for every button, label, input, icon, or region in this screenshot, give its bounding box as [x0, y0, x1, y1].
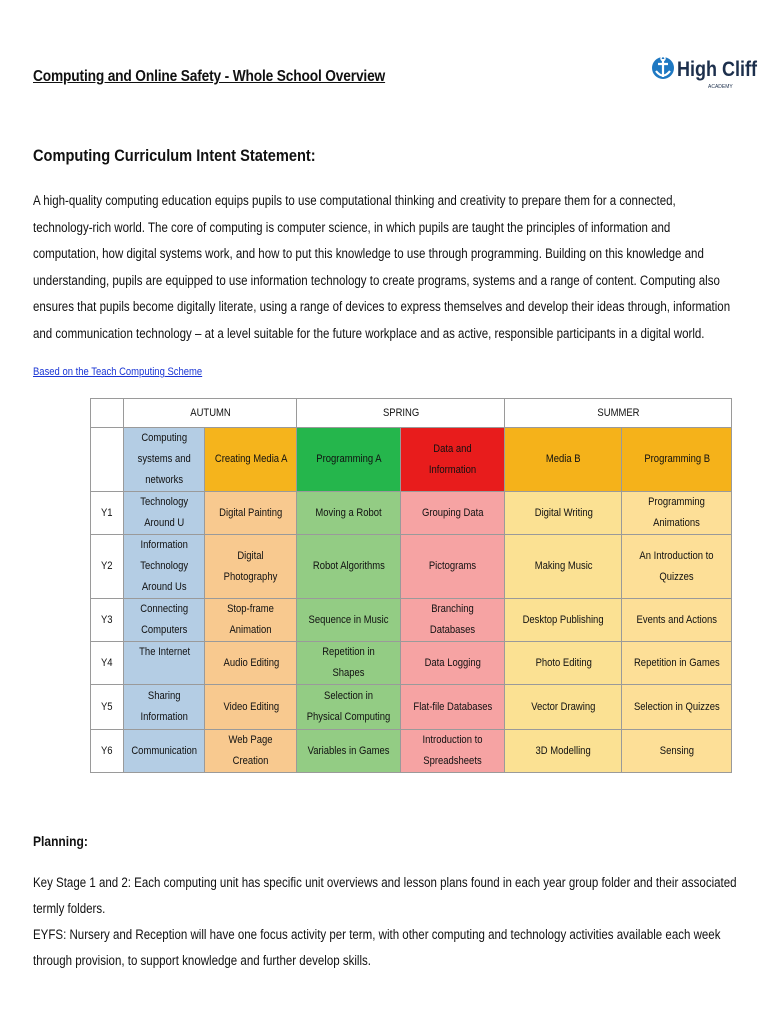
intent-body	[33, 188, 734, 347]
term-header-spring: SPRING	[297, 399, 505, 428]
table-cell: Sequence in Music	[297, 599, 401, 642]
blank-unit-cell	[91, 428, 124, 492]
planning-key-stage-text: Key Stage 1 and 2: Each computing unit has specific unit overviews and lesson plans found in each year group folder and their associated termly folders.	[33, 875, 737, 916]
planning-eyfs-text: EYFS: Nursery and Reception will have one focus activity per term, with other computing and technology activities available each week through provision, to support knowledge and further develop skills.	[33, 927, 721, 968]
table-cell: Pictograms	[401, 535, 505, 599]
planning-heading: Planning:	[33, 833, 88, 849]
table-cell: Photo Editing	[505, 642, 622, 685]
table-cell: Repetition in Games	[622, 642, 732, 685]
table-cell: Web Page Creation	[205, 730, 297, 773]
table-cell: Technology Around U	[124, 492, 205, 535]
table-cell: Digital Painting	[205, 492, 297, 535]
logo-subtext: ACADEMY	[708, 84, 733, 90]
table-cell: Moving a Robot	[297, 492, 401, 535]
table-cell: Flat-file Databases	[401, 685, 505, 730]
table-cell: Introduction to Spreadsheets	[401, 730, 505, 773]
intent-heading: Computing Curriculum Intent Statement:	[33, 146, 316, 165]
term-header-autumn: AUTUMN	[124, 399, 297, 428]
table-cell: Information Technology Around Us	[124, 535, 205, 599]
table-cell: Video Editing	[205, 685, 297, 730]
table-cell: 3D Modelling	[505, 730, 622, 773]
table-cell: Connecting Computers	[124, 599, 205, 642]
school-logo	[650, 46, 760, 92]
table-cell: An Introduction to Quizzes	[622, 535, 732, 599]
table-cell: Grouping Data	[401, 492, 505, 535]
table-cell: Selection in Quizzes	[622, 685, 732, 730]
table-cell: Digital Photography	[205, 535, 297, 599]
table-cell: Selection in Physical Computing	[297, 685, 401, 730]
teach-computing-link[interactable]: Based on the Teach Computing Scheme	[33, 366, 203, 378]
curriculum-overview-table	[90, 398, 732, 773]
page-title: Computing and Online Safety - Whole School Overview	[33, 68, 386, 85]
table-cell: Digital Writing	[505, 492, 622, 535]
unit-header-creating-media-a: Creating Media A	[205, 428, 297, 492]
year-label: Y3	[91, 599, 124, 642]
intent-paragraph: A high-quality computing education equips pupils to use computational thinking and creativity to prepare them for a connected, technology-rich world. The core of computing is computer science, in which pupils are taught the principles of information and computation, how digital systems work, and how to put this knowledge to use through programming. Building on this knowledge and understanding, pupils are equipped to use information technology to create programs, systems and a range of content. Computing also ensures that pupils become digitally literate, using a range of devices to express themselves and develop their ideas through, information and communication technology – at a level suitable for the future workplace and as active, responsible participants in a digital world.	[33, 193, 731, 341]
table-cell: Variables in Games	[297, 730, 401, 773]
year-label: Y2	[91, 535, 124, 599]
table-cell: Sharing Information	[124, 685, 205, 730]
table-cell: Data Logging	[401, 642, 505, 685]
year-label: Y4	[91, 642, 124, 685]
table-cell: Robot Algorithms	[297, 535, 401, 599]
term-header-summer: SUMMER	[505, 399, 732, 428]
table-cell: Communication	[124, 730, 205, 773]
logo-text: High Cliff	[677, 58, 758, 81]
table-cell: Branching Databases	[401, 599, 505, 642]
planning-body	[33, 870, 747, 974]
unit-header-data-information: Data and Information	[401, 428, 505, 492]
table-cell: Vector Drawing	[505, 685, 622, 730]
unit-header-programming-b: Programming B	[622, 428, 732, 492]
anchor-logo-icon	[650, 46, 760, 92]
table-cell: Making Music	[505, 535, 622, 599]
table-cell: Audio Editing	[205, 642, 297, 685]
table-cell: Stop-frame Animation	[205, 599, 297, 642]
unit-header-computing-systems: Computing systems and networks	[124, 428, 205, 492]
table-cell: Repetition in Shapes	[297, 642, 401, 685]
table-cell: Desktop Publishing	[505, 599, 622, 642]
table-cell: Programming Animations	[622, 492, 732, 535]
table-cell: Sensing	[622, 730, 732, 773]
blank-corner-cell	[91, 399, 124, 428]
table-cell: The Internet	[124, 642, 205, 685]
table-cell: Events and Actions	[622, 599, 732, 642]
year-label: Y1	[91, 492, 124, 535]
unit-header-programming-a: Programming A	[297, 428, 401, 492]
unit-header-media-b: Media B	[505, 428, 622, 492]
year-label: Y6	[91, 730, 124, 773]
year-label: Y5	[91, 685, 124, 730]
